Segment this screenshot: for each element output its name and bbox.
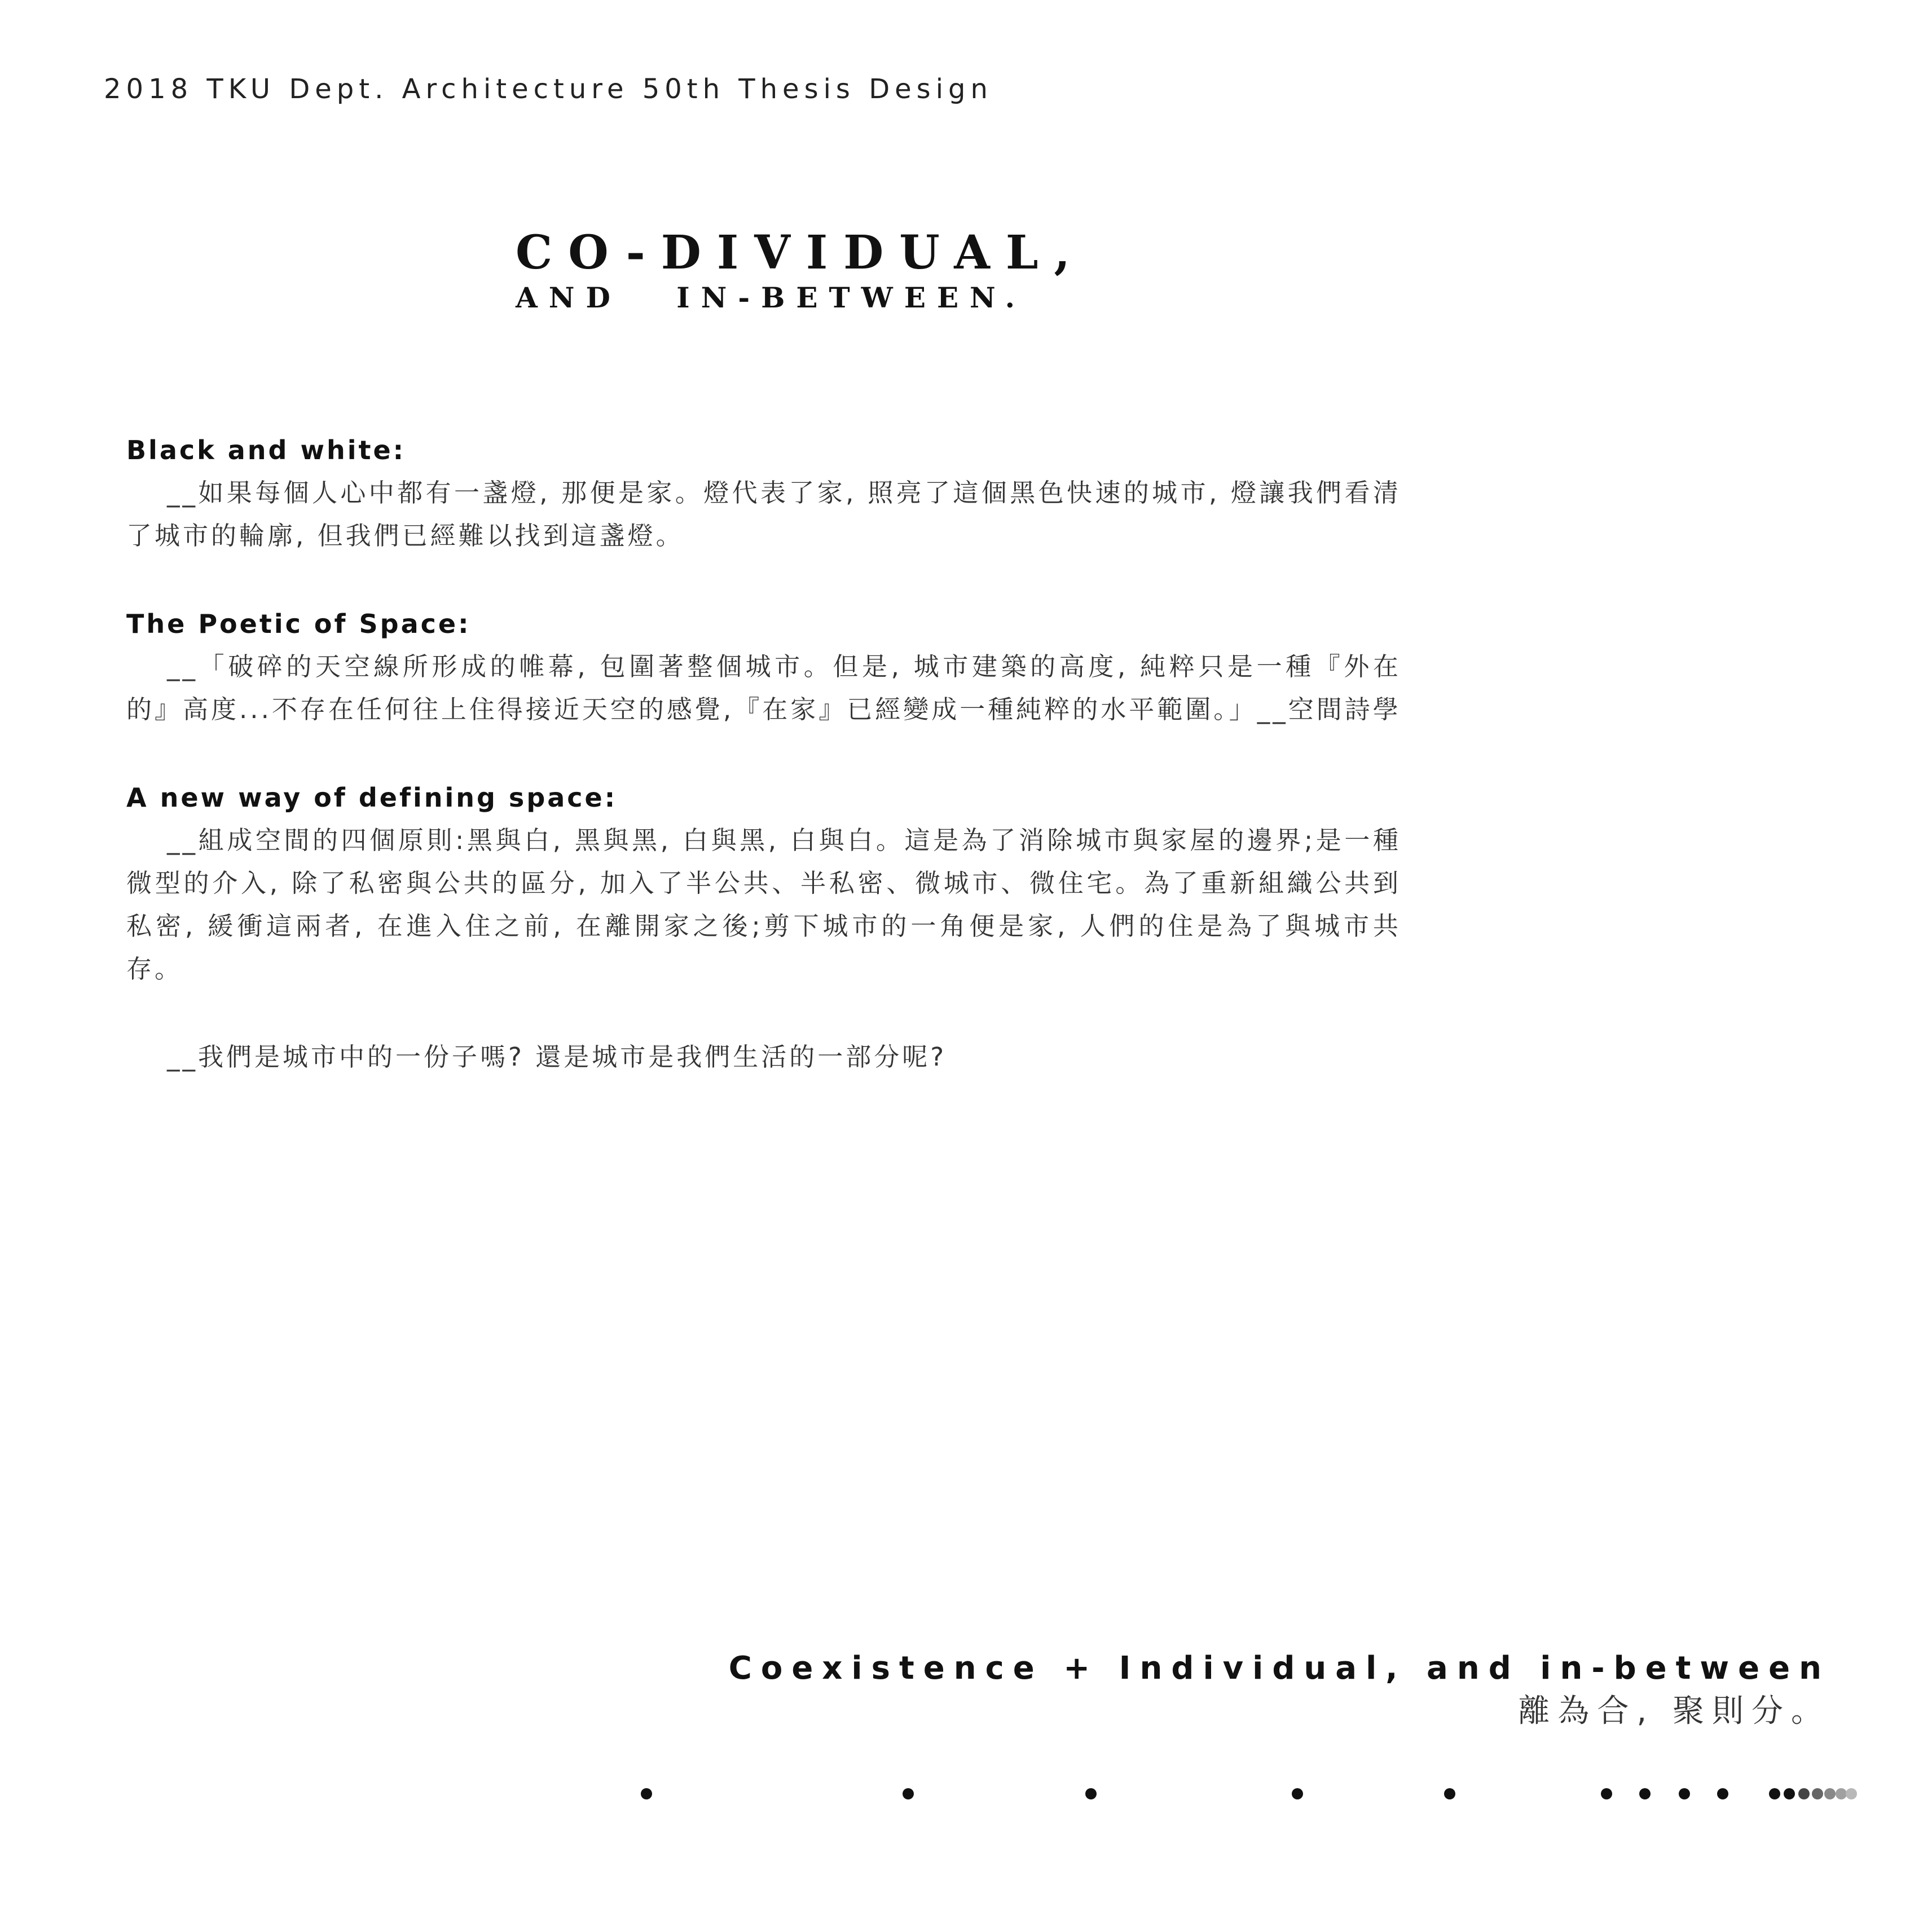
- dot-icon: [1812, 1788, 1823, 1799]
- dot-icon: [1085, 1788, 1097, 1799]
- dot-icon: [1784, 1788, 1795, 1799]
- dot-icon: [903, 1788, 914, 1799]
- dot-icon: [1601, 1788, 1612, 1799]
- title-block: [516, 226, 1086, 316]
- dot-icon: [641, 1788, 652, 1799]
- dot-icon: [1679, 1788, 1690, 1799]
- tagline: [729, 1647, 1830, 1733]
- dot-icon: [1292, 1788, 1303, 1799]
- dot-icon: [1717, 1788, 1728, 1799]
- dot-icon: [1836, 1788, 1847, 1799]
- section-body: __「破碎的天空線所形成的帷幕, 包圍著整個城市。但是, 城市建築的高度, 純粹只是一種『外在的』高度...不存在任何往上住得接近天空的感覺,『在家』已經變成一種純粹的水平範圍。」__空間詩學: [126, 652, 1402, 724]
- title-main: CO-DIVIDUAL,: [516, 226, 1086, 280]
- section-body: __如果每個人心中都有一盞燈, 那便是家。燈代表了家, 照亮了這個黑色快速的城市, 燈讓我們看清了城市的輪廓, 但我們已經難以找到這盞燈。: [126, 478, 1401, 551]
- dot-icon: [1824, 1788, 1836, 1799]
- closing-question: __我們是城市中的一份子嗎? 還是城市是我們生活的一部分呢?: [167, 1042, 947, 1072]
- main-content: [126, 429, 1401, 1079]
- dot-icon: [1798, 1788, 1810, 1799]
- tagline-chinese: 離為合, 聚則分。: [1518, 1693, 1830, 1729]
- header-label: 2018 TKU Dept. Architecture 50th Thesis Design: [104, 73, 993, 105]
- section-black-and-white: [126, 429, 1401, 557]
- dot-icon: [1769, 1788, 1780, 1799]
- dot-icon: [1846, 1788, 1857, 1799]
- section-heading: A new way of defining space:: [126, 782, 618, 813]
- section-new-way: [126, 776, 1401, 991]
- title-sub: AND IN-BETWEEN.: [516, 281, 1026, 314]
- dot-icon: [1444, 1788, 1455, 1799]
- section-heading: Black and white:: [126, 435, 406, 465]
- tagline-english: Coexistence + Individual, and in-between: [728, 1650, 1830, 1687]
- dot-icon: [1639, 1788, 1651, 1799]
- section-poetic-of-space: [126, 602, 1401, 731]
- decorative-dot-row: [0, 1783, 1932, 1805]
- section-body: __組成空間的四個原則:黑與白, 黑與黑, 白與黑, 白與白。這是為了消除城市與家屋的邊界;是一種微型的介入, 除了私密與公共的區分, 加入了半公共、半私密、微城市、微住宅。為了重新組織公共到私密, 緩衝這兩者, 在進入住之前, 在離開家之後;剪下城市的一角便是家, 人們的住是為了與城市共存。: [126, 825, 1401, 984]
- section-heading: The Poetic of Space:: [126, 609, 471, 639]
